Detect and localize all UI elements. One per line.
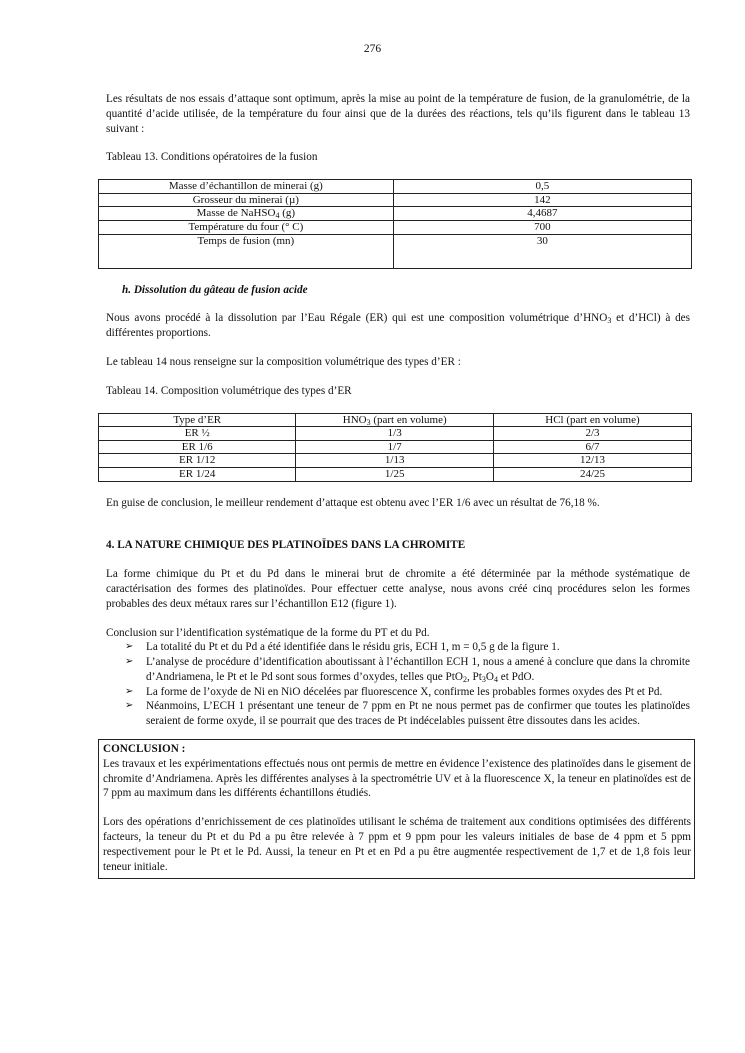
arrow-bullet-icon: ➢ [125,700,134,712]
intro-paragraph: Les résultats de nos essais d’attaque sont optimum, après la mise au point de la température de fusion, de la granulométrie, de la quantité d’acide utilisée, de la température du four ainsi que de la durées des réactions, tels qu’ils figurent dans le tableau 13 suivant : [106,93,690,135]
table-cell: 24/25 [493,467,691,481]
table-13 [98,179,692,268]
table-cell: 30 [393,234,691,268]
page-number: 276 [363,43,382,55]
table-row [99,180,692,194]
column-header [296,413,493,427]
column-header: Type d’ER [99,413,296,427]
text: , Pt [466,670,482,683]
table-cell: ER ½ [99,427,296,441]
subscript: 4 [493,674,498,684]
text: Nous avons procédé à la dissolution par l’Eau Régale (ER) qui est une composition volumétrique d’HNO [106,312,608,325]
text: L’analyse de procédure d’identification aboutissant à l’échantillon ECH 1, nous a amené à conclure que dans la chromite d’Andriamena, le Pt et le Pd sont sous formes d’oxydes, telles que PtO [146,656,690,683]
subscript: 2 [462,674,467,684]
table-row [99,467,692,481]
table-14 [98,413,692,482]
table-cell: 1/25 [296,467,493,481]
text: Néanmoins, L’ECH 1 présentant une teneur de 7 ppm en Pt ne nous permet pas de confirmer que toutes les platinoïdes seraient de forme oxyde, il se pourrait que des traces de Pt indécelables puissent être dissoutes dans les acides. [146,700,690,728]
table-row [99,207,692,221]
conclusion-title: CONCLUSION : [103,743,186,756]
table-cell: Masse d’échantillon de minerai (g) [99,180,394,194]
table-cell: 12/13 [493,454,691,468]
table-cell: 142 [393,193,691,207]
table-cell: Temps de fusion (mn) [99,234,394,268]
table-cell: 1/7 [296,440,493,454]
table-cell: Grosseur du minerai (µ) [99,193,394,207]
table-row [99,234,692,268]
table-cell: 700 [393,220,691,234]
table-cell: 1/13 [296,454,493,468]
document-body [103,92,691,879]
conclusion-paragraph: Les travaux et les expérimentations effectués nous ont permis de mettre en évidence l’existence des platinoïdes dans le gisement de chromite d’Andriamena. Après les différentes analyses à la spectrométrie UV et à la fluorescence X, la teneur en platinoïdes est de 7 ppm au maximum dans les différents échantillons étudiés. [103,757,691,800]
section-heading: 4. LA NATURE CHIMIQUE DES PLATINOÏDES DANS LA CHROMITE [106,539,466,552]
column-header: HCl (part en volume) [493,413,691,427]
table14-caption: Tableau 14. Composition volumétrique des types d’ER [106,384,352,397]
text: O [485,670,494,683]
table-row [99,193,692,207]
list-item [106,655,690,685]
arrow-bullet-icon: ➢ [125,641,134,653]
arrow-bullet-icon: ➢ [125,685,134,697]
table-cell: 2/3 [493,427,691,441]
subscript: 4 [275,211,280,221]
list-item [106,640,690,655]
dissolution-paragraph [106,311,690,341]
text: et PdO. [497,670,535,683]
subsection-heading: h. Dissolution du gâteau de fusion acide [122,283,308,296]
cell-text: Masse de NaHSO [196,207,276,220]
text: et d’HCl) à des différentes proportions. [106,312,690,340]
table-cell: Température du four (° C) [99,220,394,234]
table-cell: ER 1/24 [99,467,296,481]
table-row [99,220,692,234]
text: (part en volume) [370,413,447,426]
arrow-bullet-icon: ➢ [125,656,134,668]
table-cell: ER 1/12 [99,454,296,468]
cell-text: (g) [279,207,296,220]
table-cell: ER 1/6 [99,440,296,454]
table-cell: 0,5 [393,180,691,194]
text: La totalité du Pt et du Pd a été identifiée dans le résidu gris, ECH 1, m = 0,5 g de la figure 1. [146,641,560,654]
table-row [99,427,692,441]
table-row [99,454,692,468]
table-header-row [99,413,692,427]
table-cell [99,207,394,221]
bullet-list [106,640,690,729]
table-cell: 6/7 [493,440,691,454]
table13-caption: Tableau 13. Conditions opératoires de la fusion [106,151,318,164]
subscript: 3 [366,417,371,427]
table14-intro: Le tableau 14 nous renseigne sur la composition volumétrique des types d’ER : [106,355,461,368]
table-cell: 1/3 [296,427,493,441]
list-item [106,685,690,700]
table-row [99,440,692,454]
table-cell: 4,4687 [393,207,691,221]
text: La forme de l’oxyde de Ni en NiO décelées par fluorescence X, confirme les probables formes oxydes des Pt et Pd. [146,685,663,698]
identification-title: Conclusion sur l’identification systématique de la forme du PT et du Pd. [106,626,430,639]
conclusion-box [98,739,695,879]
subscript: 3 [481,674,486,684]
text: HNO [342,413,367,426]
subscript: 3 [607,316,612,326]
section4-paragraph: La forme chimique du Pt et du Pd dans le minerai brut de chromite a été déterminée par la méthode systématique de caractérisation des formes des platinoïdes. Pour effectuer cette analyse, nous avons créé cinq procédures selon les formes probables des deux métaux rares sur l’échantillon E12 (figure 1). [106,568,690,610]
conclusion-paragraph: Lors des opérations d’enrichissement de ces platinoïdes utilisant le schéma de traitement aux conditions optimisées des différents facteurs, la teneur du Pt et du Pd a pu être relevée à 7 ppm et 9 ppm pour les valeurs initiales de base de 4 ppm et 5 ppm respectivement pour le Pt et le Pd. Aussi, la teneur en Pt et en Pd a pu être augmentée respectivement de 1,7 et de 1,8 fois leur teneur initiale. [103,816,691,873]
list-item [106,699,690,729]
guise-conclusion-paragraph: En guise de conclusion, le meilleur rendement d’attaque est obtenu avec l’ER 1/6 avec un résultat de 76,18 %. [106,496,600,509]
